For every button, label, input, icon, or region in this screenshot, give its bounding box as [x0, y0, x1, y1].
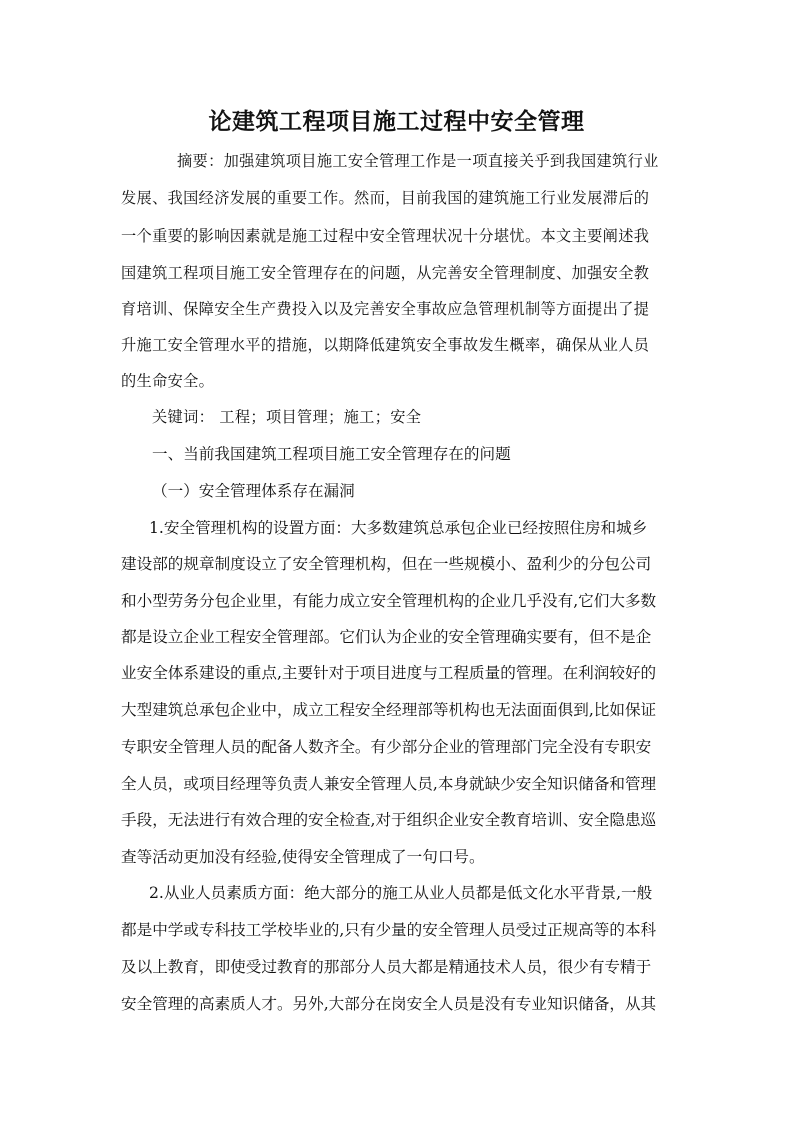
keywords-line: 关键词： 工程；项目管理；施工；安全: [152, 408, 422, 426]
paragraph-line: 都是设立企业工程安全管理部。它们认为企业的安全管理确实要有，但不是企: [121, 628, 652, 646]
section-heading: 一、当前我国建筑工程项目施工安全管理存在的问题: [152, 445, 511, 463]
document-title: 论建筑工程项目施工过程中安全管理: [208, 109, 585, 135]
abstract-line: 摘要：加强建筑项目施工安全管理工作是一项直接关乎到我国建筑行业: [177, 152, 659, 170]
paragraph-line: 2.从业人员素质方面：绝大部分的施工从业人员都是低文化水平背景,一般: [149, 884, 653, 902]
paragraph-line: 业安全体系建设的重点,主要针对于项目进度与工程质量的管理。在利润较好的: [121, 664, 657, 682]
paragraph-line: 手段，无法进行有效合理的安全检查,对于组织企业安全教育培训、安全隐患巡: [121, 811, 657, 829]
paragraph-line: 和小型劳务分包企业里，有能力成立安全管理机构的企业几乎没有,它们大多数: [121, 592, 657, 610]
paragraph-line: 查等活动更加没有经验,使得安全管理成了一句口号。: [121, 848, 485, 866]
subsection-heading: （一）安全管理体系存在漏洞: [152, 482, 355, 500]
paragraph-line: 建设部的规章制度设立了安全管理机构，但在一些规模小、盈利少的分包公司: [121, 555, 652, 573]
abstract-line: 的生命安全。: [121, 372, 215, 390]
abstract-line: 育培训、保障安全生产费投入以及完善安全事故应急管理机制等方面提出了提: [121, 300, 650, 318]
paragraph-line: 1.安全管理机构的设置方面：大多数建筑总承包企业已经按照住房和城乡: [149, 519, 648, 537]
abstract-line: 升施工安全管理水平的措施，以期降低建筑安全事故发生概率，确保从业人员: [121, 336, 650, 354]
abstract-line: 发展、我国经济发展的重要工作。然而，目前我国的建筑施工行业发展滞后的: [121, 189, 650, 207]
paragraph-line: 全人员，或项目经理等负责人兼安全管理人员,本身就缺少安全知识储备和管理: [121, 775, 657, 793]
paragraph-line: 安全管理的高素质人才。另外,大部分在岗安全人员是没有专业知识储备，从其: [121, 995, 657, 1013]
abstract-line: 国建筑工程项目施工安全管理存在的问题，从完善安全管理制度、加强安全教: [121, 264, 650, 282]
paragraph-line: 及以上教育，即使受过教育的那部分人员大都是精通技术人员，很少有专精于: [121, 958, 652, 976]
abstract-line: 一个重要的影响因素就是施工过程中安全管理状况十分堪忧。本文主要阐述我: [121, 227, 650, 245]
paragraph-line: 大型建筑总承包企业中，成立工程安全经理部等机构也无法面面俱到,比如保证: [121, 701, 657, 719]
paragraph-line: 专职安全管理人员的配备人数齐全。有少部分企业的管理部门完全没有专职安: [121, 738, 652, 756]
paragraph-line: 都是中学或专科技工学校毕业的,只有少量的安全管理人员受过正规高等的本科: [121, 921, 657, 939]
